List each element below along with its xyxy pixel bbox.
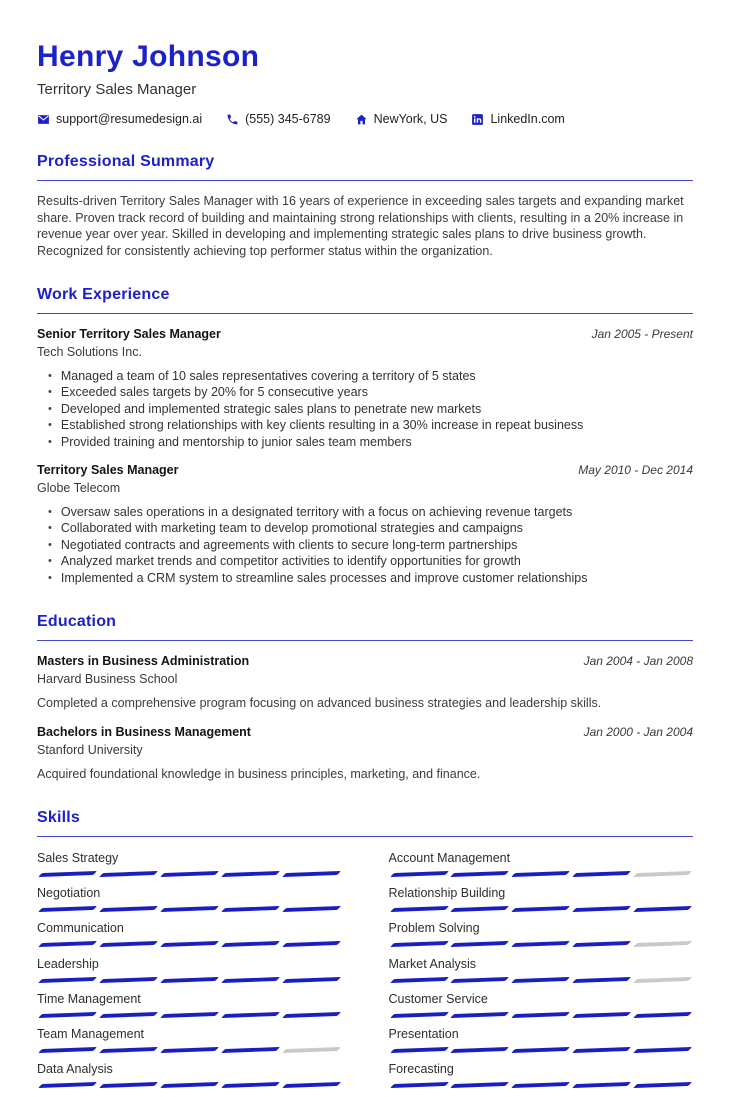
skill-bar-segment [160,1082,219,1088]
job-bullet-list [37,368,693,450]
education-entry [37,725,693,783]
contact-phone [226,112,330,126]
skill-level-bar [37,1013,342,1017]
section-heading-skills: Skills [37,809,81,827]
skill-level-bar [389,942,694,946]
job-dates: May 2010 - Dec 2014 [578,463,693,478]
bullet-dot: • [48,402,52,415]
skill-label: Leadership [37,956,99,971]
skill-bar-segment [389,941,448,947]
bullet-item [37,553,693,569]
skills-grid [37,851,693,1097]
skill-level-bar [37,978,342,982]
bullet-text: Established strong relationships with key clients resulting in a 30% increase in repeat business [60,418,584,433]
skill-bar-segment [511,1047,570,1053]
skill-bar-segment [450,871,509,877]
bullet-text: Managed a team of 10 sales representatives covering a territory of 5 states [60,369,476,383]
skill-bar-segment [450,1047,509,1053]
skill-bar-segment [38,1082,97,1088]
skill-bar-segment [389,1012,448,1018]
skill-level-bar [37,872,342,876]
degree-title: Masters in Business Administration [37,654,250,669]
skill-bar-segment [99,1047,158,1053]
contact-phone-text: (555) 345-6789 [245,112,331,126]
skill-item [37,851,342,876]
home-icon [355,113,368,126]
skill-bar-segment [633,906,692,912]
skill-label: Customer Service [388,991,488,1006]
skill-bar-segment [450,1012,509,1018]
skill-label: Sales Strategy [37,851,119,866]
skill-item [37,992,342,1017]
summary-text: Results-driven Territory Sales Manager with 16 years of experience in exceeding sales targets and expanding market share. Proven track record of building and maintaining strong relationships with clients, resulting in a 20% increase in revenue year over year. Skilled in developing and implementing strategic sales plans to drive business growth. Recognized for consistently achieving top performer status within the organization. [37,194,684,258]
skill-bar-segment [282,906,341,912]
bullet-item [37,434,693,450]
skill-bar-segment [450,906,509,912]
skill-bar-segment [99,1012,158,1018]
degree-title: Bachelors in Business Management [37,724,251,739]
skill-item [37,1027,342,1052]
education-entry [37,654,693,712]
job-entry-head [37,327,693,341]
skill-bar-segment [389,977,448,983]
skill-bar-segment [572,1082,631,1088]
education-dates: Jan 2000 - Jan 2004 [583,724,693,739]
skill-bar-segment [511,871,570,877]
skill-bar-segment [633,1047,692,1053]
skill-bar-segment [282,1082,341,1088]
skill-bar-segment [511,977,570,983]
skill-bar-segment [99,871,158,877]
skill-label: Problem Solving [388,921,480,936]
skill-bar-segment [282,941,341,947]
bullet-item [37,570,693,586]
skill-item [37,957,342,982]
skill-bar-segment [221,1047,280,1053]
skill-bar-segment [572,977,631,983]
contact-email [37,112,202,126]
education-description: Completed a comprehensive program focusing on advanced business strategies and leadership skills. [37,696,602,711]
skill-label: Communication [37,921,124,936]
skill-item [37,921,342,946]
job-company: Globe Telecom [37,481,121,496]
job-dates: Jan 2005 - Present [591,327,693,341]
skill-bar-segment [572,871,631,877]
skill-bar-segment [99,1082,158,1088]
section-rule [37,640,693,641]
bullet-dot: • [48,435,52,448]
skill-level-bar [37,1083,342,1087]
bullet-dot: • [48,522,52,535]
skill-bar-segment [99,941,158,947]
skill-level-bar [37,942,342,946]
skill-bar-segment [572,941,631,947]
skill-bar-segment [38,906,97,912]
bullet-dot: • [48,538,52,551]
person-job-title: Territory Sales Manager [37,81,197,98]
skill-bar-segment [282,871,341,877]
skill-bar-segment [282,1012,341,1018]
skill-label: Negotiation [37,886,101,901]
bullet-text: Collaborated with marketing team to develop promotional strategies and campaigns [60,521,523,536]
skill-item [389,1027,694,1052]
skill-bar-segment [38,1012,97,1018]
bullet-text: Negotiated contracts and agreements with clients to secure long-term partnerships [60,537,518,552]
skill-level-bar [37,1048,342,1052]
bullet-item [37,537,693,553]
skill-bar-segment [221,871,280,877]
bullet-dot: • [48,555,52,568]
bullet-item [37,417,693,433]
skills-column-right [389,851,694,1097]
skill-item [389,886,694,911]
skill-label: Forecasting [388,1062,454,1077]
phone-icon [226,113,239,126]
job-entry-head [37,463,693,477]
bullet-text: Developed and implemented strategic sales plans to penetrate new markets [60,401,482,416]
skill-item [37,886,342,911]
skill-level-bar [389,978,694,982]
skill-level-bar [389,1048,694,1052]
skill-bar-segment [99,977,158,983]
bullet-dot: • [48,571,52,584]
section-rule [37,313,693,314]
bullet-item [37,401,693,417]
bullet-text: Provided training and mentorship to junior sales team members [60,434,412,449]
section-work-experience [37,286,693,586]
bullet-item [37,368,693,384]
skill-bar-segment [511,906,570,912]
bullet-text: Analyzed market trends and competitor activities to identify opportunities for growth [60,554,521,569]
skill-bar-segment [633,977,692,983]
skill-level-bar [389,907,694,911]
bullet-text: Implemented a CRM system to streamline sales processes and improve customer relationships [60,570,588,585]
skill-bar-segment [160,1012,219,1018]
job-title: Territory Sales Manager [37,463,179,478]
skill-bar-segment [633,1012,692,1018]
skill-bar-segment [511,941,570,947]
skill-bar-segment [38,977,97,983]
skill-bar-segment [633,1082,692,1088]
bullet-text: Oversaw sales operations in a designated territory with a focus on achieving revenue targets [60,505,573,520]
school-name: Stanford University [37,742,143,757]
skill-item [389,1062,694,1087]
education-dates: Jan 2004 - Jan 2008 [583,654,693,669]
skill-bar-segment [572,1047,631,1053]
skill-bar-segment [450,941,509,947]
skill-bar-segment [160,871,219,877]
skill-bar-segment [389,1047,448,1053]
school-name: Harvard Business School [37,672,178,687]
skill-bar-segment [221,1082,280,1088]
skills-column-left [37,851,342,1097]
skill-bar-segment [282,1047,341,1053]
skill-item [389,992,694,1017]
contact-row [37,112,693,126]
skill-bar-segment [221,906,280,912]
skill-bar-segment [572,906,631,912]
skill-level-bar [389,1013,694,1017]
section-rule [37,180,693,181]
contact-email-text: support@resumedesign.ai [56,112,203,126]
skill-label: Team Management [37,1027,145,1041]
skill-bar-segment [38,1047,97,1053]
bullet-dot: • [48,386,52,399]
skill-bar-segment [450,977,509,983]
skill-item [389,851,694,876]
skill-bar-segment [221,941,280,947]
bullet-text: Exceeded sales targets by 20% for 5 consecutive years [60,385,368,400]
bullet-item [37,504,693,520]
contact-linkedin [471,112,564,126]
skill-level-bar [37,907,342,911]
skill-bar-segment [389,1082,448,1088]
section-professional-summary [37,153,693,259]
skill-item [37,1062,342,1087]
section-skills [37,809,693,1097]
person-name: Henry Johnson [37,40,260,73]
job-entry [37,463,693,586]
job-title: Senior Territory Sales Manager [37,327,221,341]
skill-bar-segment [511,1012,570,1018]
skill-bar-segment [633,941,692,947]
skill-label: Time Management [37,991,141,1006]
skill-level-bar [389,1083,694,1087]
bullet-dot: • [48,506,52,519]
contact-linkedin-text: LinkedIn.com [490,112,565,126]
bullet-item [37,384,693,400]
job-entry [37,327,693,450]
section-education [37,613,693,782]
skill-label: Account Management [388,851,511,866]
email-icon [37,113,50,126]
contact-location [355,112,448,126]
skill-bar-segment [282,977,341,983]
contact-location-text: NewYork, US [373,112,448,126]
skill-label: Market Analysis [388,956,477,971]
job-company: Tech Solutions Inc. [37,345,142,359]
bullet-item [37,520,693,536]
education-entry-head [37,654,693,668]
education-description: Acquired foundational knowledge in business principles, marketing, and finance. [37,766,481,781]
skill-bar-segment [389,871,448,877]
job-bullet-list [37,504,693,586]
skill-bar-segment [160,977,219,983]
skill-bar-segment [38,941,97,947]
skill-item [389,957,694,982]
skill-bar-segment [160,941,219,947]
skill-bar-segment [160,1047,219,1053]
skill-bar-segment [221,977,280,983]
education-entry-head [37,725,693,739]
skill-bar-segment [221,1012,280,1018]
section-heading-summary: Professional Summary [37,153,215,170]
linkedin-icon [471,113,484,126]
skill-label: Relationship Building [388,886,506,901]
skill-bar-segment [511,1082,570,1088]
skill-label: Presentation [388,1027,459,1041]
bullet-dot: • [48,370,52,382]
skill-bar-segment [572,1012,631,1018]
skill-bar-segment [633,871,692,877]
bullet-dot: • [48,419,52,432]
skill-bar-segment [450,1082,509,1088]
skill-item [389,921,694,946]
section-rule [37,836,693,837]
section-heading-experience: Work Experience [37,286,170,303]
skill-bar-segment [389,906,448,912]
skill-bar-segment [38,871,97,877]
resume-header [37,40,693,126]
skill-level-bar [389,872,694,876]
skill-bar-segment [160,906,219,912]
section-heading-education: Education [37,613,117,631]
skill-label: Data Analysis [37,1062,113,1077]
skill-bar-segment [99,906,158,912]
